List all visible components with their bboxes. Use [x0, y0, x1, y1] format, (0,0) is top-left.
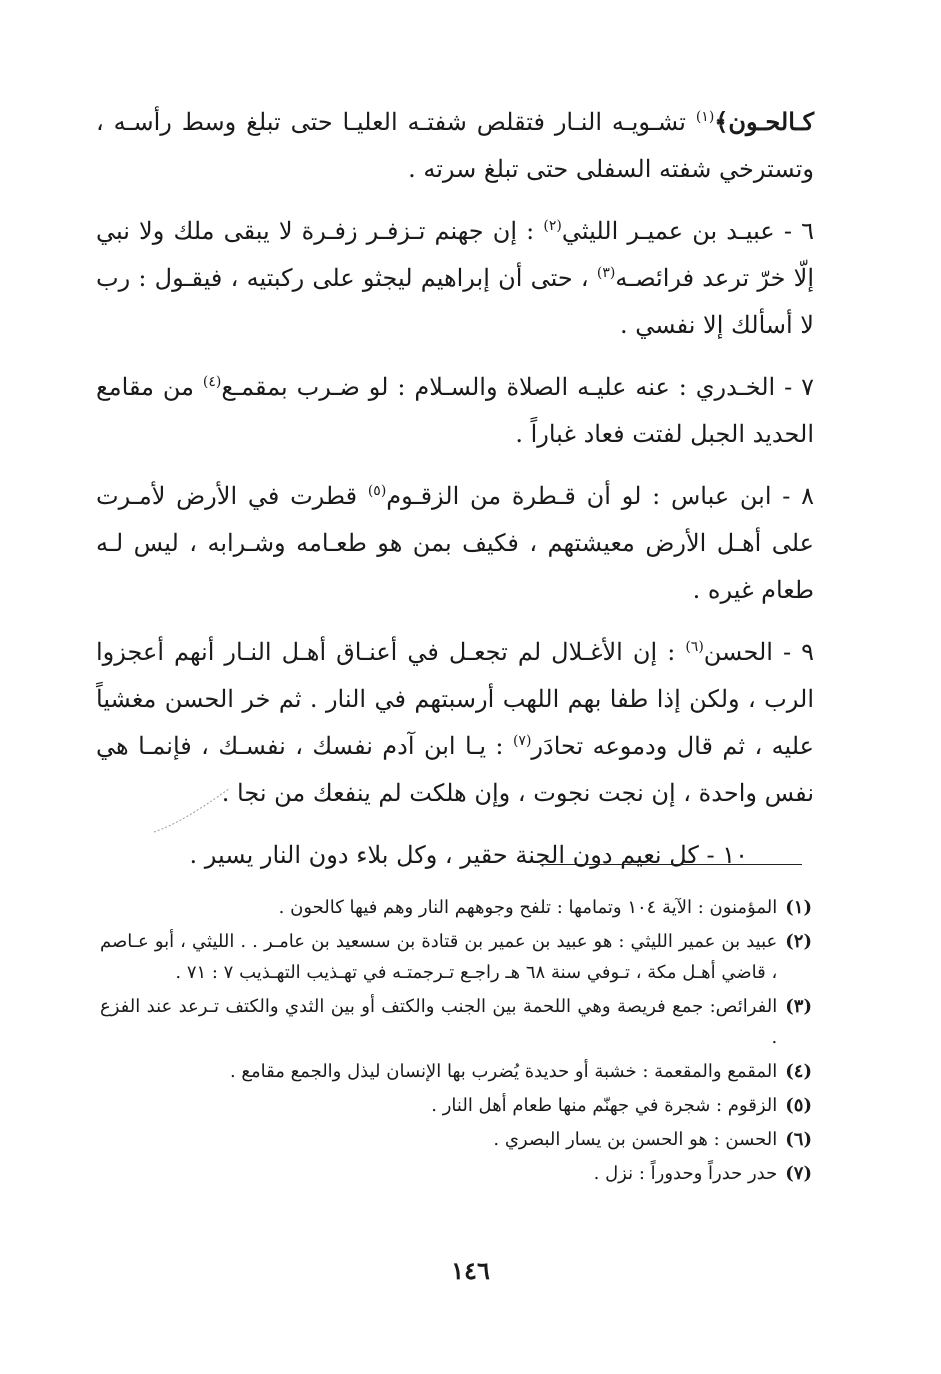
pencil-scratch-mark: [152, 786, 232, 836]
footnote-6: [100, 1124, 812, 1155]
paragraph-6-middle: : إن جهنم تـزفـر زفـرة لا يبقى ملك ولا نبي إلّا خرّ ترعد فرائصـه: [96, 217, 814, 292]
paragraph-8: [96, 473, 814, 614]
footnote-number: (٤): [785, 1061, 812, 1082]
footnote-text: عبيد بن عمير الليثي : هو عبيد بن عمير بن قتادة بن سسعيد بن عامـر . . الليثي ، أبو عـاصم ، قاضي أهـل مكة ، تـوفي سنة ٦٨ هـ راجـع تـرجمتـه في تهـذيب التهـذيب ٧ : ٧١ .: [100, 931, 778, 983]
paragraph-7: [96, 364, 814, 458]
footnote-ref-7: (٧): [512, 733, 532, 749]
footnote-number: (٥): [785, 1095, 812, 1116]
paragraph-10: [96, 832, 814, 879]
paragraph-10-text: ١٠ - كل نعيم دون الجنة حقير ، وكل بلاء دون النار يسير .: [189, 841, 748, 869]
paragraph-8-before: ٨ - ابن عباس : لو أن قـطرة من الزقـوم: [386, 482, 815, 510]
paragraph-1: [96, 98, 814, 193]
paragraph-6-before: ٦ - عبيـد بن عميـر الليثي: [561, 217, 814, 245]
main-text: [96, 98, 814, 879]
footnote-7: [100, 1158, 812, 1189]
quran-bracket: ﴾: [714, 107, 729, 136]
footnote-3: [100, 991, 812, 1053]
paragraph-1-lead: كـالحـون: [728, 107, 814, 136]
page-number: ١٤٦: [451, 1256, 490, 1285]
footnote-number: (١): [785, 897, 812, 918]
paragraph-9-before: ٩ - الحسن: [703, 638, 814, 666]
footnote-ref-5: (٥): [367, 483, 387, 499]
footnotes: [100, 892, 812, 1192]
paragraph-8-after: قطرت في الأرض لأمـرت على أهـل الأرض معيشتهم ، فكيف بمن هو طعـامه وشـرابه ، ليس لـه طعام غيره .: [96, 482, 814, 604]
paragraph-1-text: تشـويـه النـار فتقلص شفتـه العليـا حتى تبلغ وسط رأسـه ، وتسترخي شفته السفلى حتى تبلغ سرته .: [96, 108, 814, 183]
paragraph-7-before: ٧ - الخـدري : عنه عليـه الصلاة والسـلام : لو ضـرب بمقمـع: [221, 373, 814, 401]
footnote-ref-2: (٢): [543, 218, 562, 234]
paragraph-6-after: ، حتى أن إبراهيم ليجثو على ركبتيه ، فيقـول : رب لا أسألك إلا نفسي .: [96, 264, 814, 339]
footnote-text: المؤمنون : الآية ١٠٤ وتمامها : تلفح وجوههم النار وهم فيها كالحون .: [278, 897, 778, 918]
footnote-5: [100, 1090, 812, 1121]
footnote-2: [100, 926, 812, 988]
footnote-text: الفرائص: جمع فريصة وهي اللحمة بين الجنب والكتف أو بين الثدي والكتف تـرعد عند الفزع .: [100, 996, 778, 1048]
footnote-number: (٧): [785, 1163, 812, 1184]
paragraph-9-after: : يـا ابن آدم نفسك ، نفسـك ، فإنمـا هي نفس واحدة ، إن نجت نجوت ، وإن هلكت لم ينفعك من نجا .: [96, 732, 814, 807]
footnote-text: الزقوم : شجرة في جهنّم منها طعام أهل النار .: [431, 1095, 778, 1116]
footnote-number: (٦): [785, 1129, 812, 1150]
footnote-ref-3: (٣): [596, 265, 616, 281]
footnote-ref-6: (٦): [685, 639, 704, 655]
paragraph-9-middle: : إن الأغـلال لم تجعـل في أعنـاق أهـل النـار أنهم أعجزوا الرب ، ولكن إذا طفا بهم اللهب أرسبتهم في النار . ثم خر الحسن مغشياً عليه ، ثم قال ودموعه تحادَر: [96, 638, 815, 760]
footnote-ref-1: (١): [695, 109, 715, 125]
footnote-separator: [540, 864, 802, 865]
footnote-text: المقمع والمقعمة : خشبة أو حديدة يُضرب بها الإنسان ليذل والجمع مقامع .: [229, 1061, 778, 1082]
footnote-number: (٢): [785, 931, 812, 952]
footnote-1: [100, 892, 812, 923]
footnote-ref-4: (٤): [202, 374, 222, 390]
paragraph-6: [96, 208, 814, 349]
footnote-number: (٣): [785, 996, 812, 1017]
footnote-text: حدر حدراً وحدوراً : نزل .: [593, 1163, 778, 1184]
footnote-text: الحسن : هو الحسن بن يسار البصري .: [493, 1129, 778, 1150]
footnote-4: [100, 1056, 812, 1087]
paragraph-7-after: من مقامع الحديد الجبل لفتت فعاد غباراً .: [96, 373, 814, 448]
